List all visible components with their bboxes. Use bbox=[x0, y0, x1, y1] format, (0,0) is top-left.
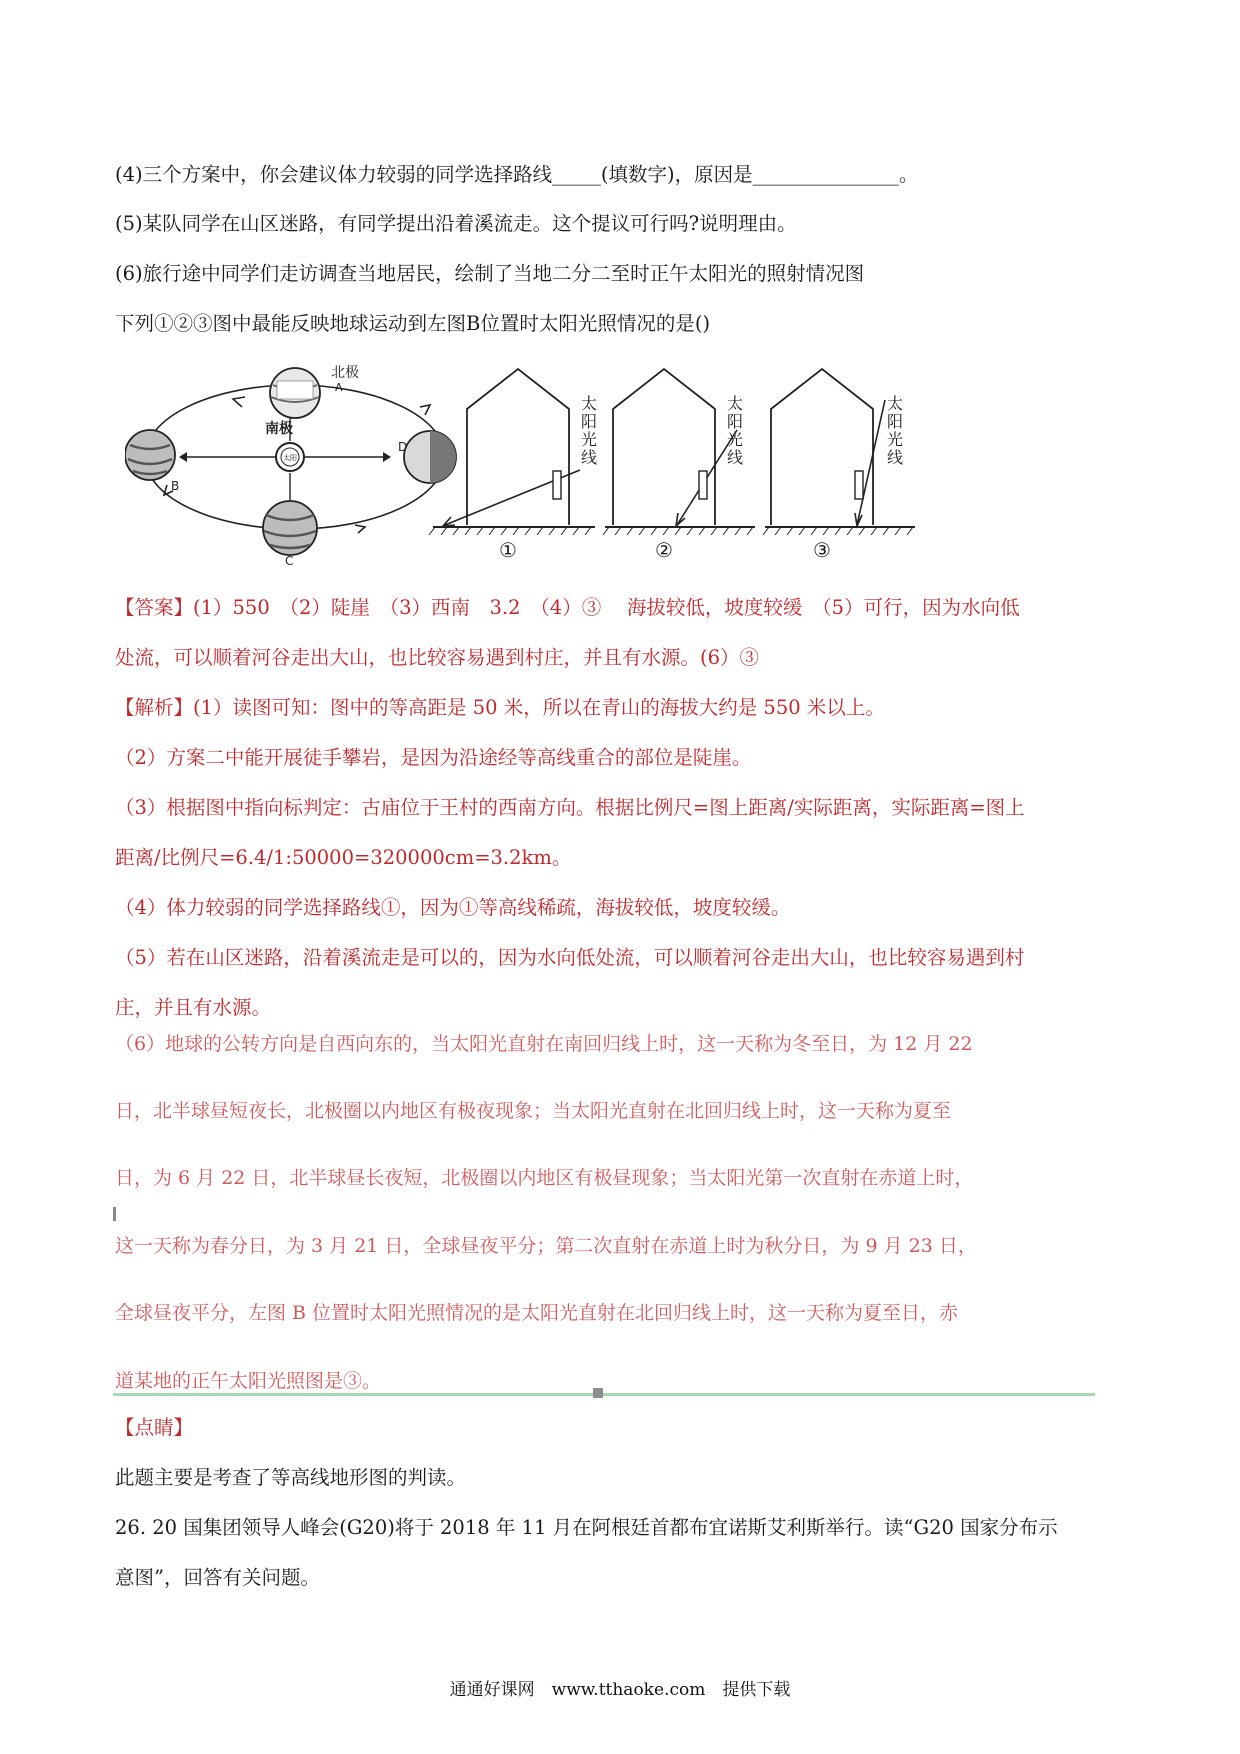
label-d: D bbox=[398, 440, 408, 454]
panel-3-house bbox=[771, 369, 873, 525]
sun-ray-left-head bbox=[179, 452, 187, 462]
label-c: C bbox=[285, 554, 294, 565]
panel-2-light-4: 线 bbox=[726, 448, 744, 467]
sun-ray-right-head bbox=[383, 452, 391, 462]
panel-2-number: ② bbox=[655, 538, 673, 562]
question-5: (5)某队同学在山区迷路，有同学提出沿着溪流走。这个提议可行吗?说明理由。 bbox=[115, 212, 797, 235]
label-a: A bbox=[335, 381, 343, 394]
scan-mark bbox=[113, 1207, 116, 1221]
panel-3-light-3: 光 bbox=[886, 430, 904, 449]
panel-1-light-2: 阳 bbox=[580, 412, 598, 431]
divider-handle bbox=[593, 1388, 603, 1398]
analysis-line11: 这一天称为春分日，为 3 月 21 日，全球昼夜平分；第二次直射在赤道上时为秋分日，为 9 月 23 日， bbox=[115, 1235, 977, 1257]
panel-1-house bbox=[467, 369, 569, 525]
question-6-line2: 下列①②③图中最能反映地球运动到左图B位置时太阳光照情况的是() bbox=[115, 312, 711, 335]
south-pole-label: 南极 bbox=[265, 421, 293, 437]
answer-line2: 处流，可以顺着河谷走出大山，也比较容易遇到村庄，并且有水源。(6）③ bbox=[115, 646, 760, 669]
panel-2-light-1: 太 bbox=[726, 394, 744, 413]
orbit-arrow-bottom bbox=[355, 525, 365, 533]
panel-3-light-2: 阳 bbox=[886, 412, 904, 431]
analysis-line7: 庄，并且有水源。 bbox=[115, 996, 272, 1019]
panel-1-light-4: 线 bbox=[580, 448, 598, 467]
earth-b bbox=[125, 430, 175, 480]
analysis-line8: （6）地球的公转方向是自西向东的，当太阳光直射在南回归线上时，这一天称为冬至日，为 12 月 22 bbox=[115, 1033, 973, 1055]
panel-1-number: ① bbox=[499, 538, 517, 562]
label-b: B bbox=[171, 479, 180, 493]
panel-3-sunray bbox=[857, 400, 885, 525]
question-6-line1: (6)旅行途中同学们走访调查当地居民，绘制了当地二分二至时正午太阳光的照射情况图 bbox=[115, 262, 865, 285]
divider-line bbox=[113, 1393, 1095, 1396]
panel-3-light-4: 线 bbox=[886, 448, 904, 467]
panel-3-light-1: 太 bbox=[886, 394, 904, 413]
orbit-arrow-right bbox=[420, 405, 430, 415]
analysis-line6: （5）若在山区迷路，沿着溪流走是可以的，因为水向低处流，可以顺着河谷走出大山，也比较容易遇到村 bbox=[115, 946, 1025, 969]
analysis-line4: 距离/比例尺=6.4/1:50000=320000cm=3.2km。 bbox=[115, 846, 572, 869]
orbit-diagram bbox=[125, 365, 456, 565]
analysis-line13: 道某地的正午太阳光照图是③。 bbox=[115, 1370, 382, 1392]
answer-line1: 【答案】(1）550 （2）陡崖 （3）西南 3.2 （4）③ 海拔较低，坡度较缓 （5）可行，因为水向低 bbox=[115, 596, 1020, 619]
orbit-arrow-top bbox=[233, 397, 245, 407]
dianjing-text: 此题主要是考查了等高线地形图的判读。 bbox=[115, 1466, 467, 1489]
analysis-line10: 日，为 6 月 22 日，北半球昼长夜短，北极圈以内地区有极昼现象；当太阳光第一次直射在赤道上时， bbox=[115, 1167, 974, 1189]
panel-2 bbox=[603, 369, 755, 562]
sunlight-figure bbox=[125, 365, 1055, 565]
panel-1-light-3: 光 bbox=[580, 430, 598, 449]
panel-2-house bbox=[613, 369, 715, 525]
footer-credit: 通通好课网 www.tthaoke.com 提供下载 bbox=[449, 1680, 791, 1700]
question-26-line2: 意图”，回答有关问题。 bbox=[115, 1566, 320, 1589]
panel-2-light-3: 光 bbox=[726, 430, 744, 449]
question-4: (4)三个方案中，你会建议体力较弱的同学选择路线_____(填数字)，原因是_______________。 bbox=[115, 163, 919, 186]
analysis-line3: （3）根据图中指向标判定：古庙位于王村的西南方向。根据比例尺=图上距离/实际距离，实际距离=图上 bbox=[115, 796, 1025, 819]
panel-1-light-1: 太 bbox=[580, 394, 598, 413]
analysis-line9: 日，北半球昼短夜长，北极圈以内地区有极夜现象；当太阳光直射在北回归线上时，这一天称为夏至 bbox=[115, 1100, 952, 1122]
analysis-line1: 【解析】(1）读图可知：图中的等高距是 50 米，所以在青山的海拔大约是 550 米以上。 bbox=[115, 696, 885, 719]
sun-label: 太阳 bbox=[283, 454, 297, 462]
panel-2-light-2: 阳 bbox=[726, 412, 744, 431]
question-26-line1: 26. 20 国集团领导人峰会(G20)将于 2018 年 11 月在阿根廷首都布宜诺斯艾利斯举行。读“G20 国家分布示 bbox=[115, 1516, 1058, 1539]
panel-3 bbox=[763, 369, 915, 562]
analysis-line2: （2）方案二中能开展徒手攀岩，是因为沿途经等高线重合的部位是陡崖。 bbox=[115, 746, 752, 769]
analysis-line12: 全球昼夜平分，左图 B 位置时太阳光照情况的是太阳光直射在北回归线上时，这一天称为夏至日，赤 bbox=[115, 1302, 959, 1324]
north-pole-label: 北极 bbox=[331, 365, 359, 381]
dianjing-title: 【点睛】 bbox=[115, 1416, 194, 1439]
panel-3-number: ③ bbox=[813, 538, 831, 562]
analysis-line5: （4）体力较弱的同学选择路线①，因为①等高线稀疏，海拔较低，坡度较缓。 bbox=[115, 896, 791, 919]
